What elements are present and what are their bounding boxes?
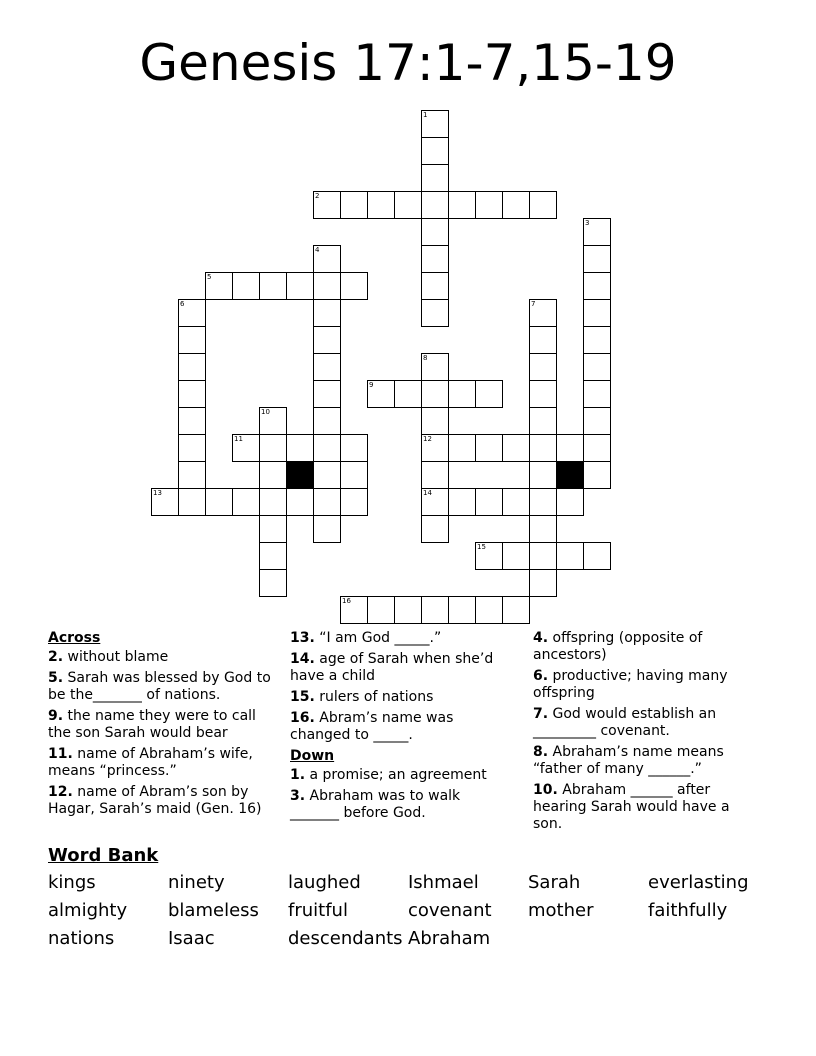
grid-cell[interactable] (259, 272, 287, 300)
word-bank-item: everlasting (648, 872, 749, 893)
grid-cell[interactable] (367, 596, 395, 624)
grid-cell[interactable] (313, 407, 341, 435)
clue-number: 5 (207, 273, 212, 281)
clue-number: 2 (315, 192, 320, 200)
grid-cell[interactable] (448, 596, 476, 624)
clue-across-11: 11. name of Abraham’s wife, means “princess.” (48, 746, 253, 779)
clue-across-14: 14. age of Sarah when she’d have a child (290, 651, 494, 684)
clue-number: 1 (423, 111, 428, 119)
grid-cell[interactable] (529, 488, 557, 516)
clue-number: 8 (423, 354, 428, 362)
grid-cell[interactable] (394, 191, 422, 219)
grid-cell[interactable] (475, 434, 503, 462)
grid-cell[interactable] (205, 488, 233, 516)
grid-cell[interactable] (583, 542, 611, 570)
grid-cell[interactable] (529, 542, 557, 570)
grid-cell[interactable] (367, 380, 395, 408)
grid-cell[interactable] (529, 407, 557, 435)
grid-cell[interactable] (448, 488, 476, 516)
grid-cell[interactable] (151, 488, 179, 516)
grid-cell[interactable] (205, 272, 233, 300)
grid-cell[interactable] (286, 272, 314, 300)
clue-number: 10 (261, 408, 270, 416)
word-bank-item: descendants (288, 928, 403, 949)
grid-cell[interactable] (178, 461, 206, 489)
grid-cell[interactable] (232, 488, 260, 516)
grid-cell[interactable] (502, 191, 530, 219)
grid-cell[interactable] (313, 272, 341, 300)
word-bank-item: kings (48, 872, 96, 893)
grid-cell[interactable] (448, 191, 476, 219)
grid-cell[interactable] (421, 272, 449, 300)
grid-cell[interactable] (529, 434, 557, 462)
grid-cell[interactable] (583, 380, 611, 408)
grid-cell[interactable] (313, 326, 341, 354)
grid-cell[interactable] (583, 299, 611, 327)
grid-cell[interactable] (556, 488, 584, 516)
clue-number: 7 (531, 300, 536, 308)
clue-number: 16 (342, 597, 351, 605)
grid-cell[interactable] (421, 191, 449, 219)
word-bank-item: nations (48, 928, 115, 949)
clue-number: 9 (369, 381, 374, 389)
grid-cell[interactable] (259, 569, 287, 597)
grid-cell[interactable] (178, 299, 206, 327)
grid-cell[interactable] (421, 596, 449, 624)
grid-cell[interactable] (421, 218, 449, 246)
grid-cell[interactable] (529, 191, 557, 219)
grid-cell[interactable] (475, 596, 503, 624)
clue-number: 14 (423, 489, 432, 497)
word-bank-item: faithfully (648, 900, 728, 921)
grid-cell[interactable] (259, 461, 287, 489)
grid-cell[interactable] (583, 218, 611, 246)
grid-cell[interactable] (178, 407, 206, 435)
grid-cell[interactable] (313, 191, 341, 219)
word-bank-item: Isaac (168, 928, 215, 949)
across-heading: Across (48, 630, 101, 646)
word-bank-item: Abraham (408, 928, 491, 949)
word-bank-item: blameless (168, 900, 259, 921)
clue-across-16: 16. Abram’s name was changed to _____. (290, 710, 454, 743)
grid-cell[interactable] (583, 326, 611, 354)
grid-cell[interactable] (178, 353, 206, 381)
grid-cell[interactable] (259, 407, 287, 435)
grid-cell[interactable] (313, 515, 341, 543)
grid-cell[interactable] (340, 461, 368, 489)
grid-block (556, 461, 584, 489)
grid-cell[interactable] (529, 380, 557, 408)
grid-cell[interactable] (583, 461, 611, 489)
clue-down-3: 3. Abraham was to walk _______ before God. (290, 788, 461, 821)
grid-cell[interactable] (421, 380, 449, 408)
grid-cell[interactable] (232, 434, 260, 462)
word-bank-item: ninety (168, 872, 225, 893)
grid-cell[interactable] (178, 380, 206, 408)
grid-cell[interactable] (232, 272, 260, 300)
grid-cell[interactable] (313, 299, 341, 327)
word-bank-title: Word Bank (48, 845, 159, 866)
grid-cell[interactable] (421, 515, 449, 543)
clue-across-13: 13. “I am God _____.” (290, 630, 442, 646)
word-bank-item: fruitful (288, 900, 348, 921)
grid-cell[interactable] (529, 326, 557, 354)
grid-cell[interactable] (529, 299, 557, 327)
word-bank-item: Sarah (528, 872, 581, 893)
grid-cell[interactable] (286, 434, 314, 462)
grid-cell[interactable] (475, 380, 503, 408)
grid-cell[interactable] (421, 434, 449, 462)
grid-cell[interactable] (313, 245, 341, 273)
grid-cell[interactable] (529, 515, 557, 543)
grid-cell[interactable] (178, 488, 206, 516)
word-bank-item: covenant (408, 900, 492, 921)
grid-cell[interactable] (394, 380, 422, 408)
grid-cell[interactable] (421, 110, 449, 138)
grid-block (286, 461, 314, 489)
clue-across-9: 9. the name they were to call the son Sarah would bear (48, 708, 256, 741)
grid-cell[interactable] (421, 137, 449, 165)
grid-cell[interactable] (583, 272, 611, 300)
grid-cell[interactable] (340, 434, 368, 462)
grid-cell[interactable] (313, 488, 341, 516)
grid-cell[interactable] (259, 542, 287, 570)
clue-number: 13 (153, 489, 162, 497)
word-bank (48, 872, 808, 950)
clue-down-8: 8. Abraham’s name means “father of many ______.” (533, 744, 724, 777)
clue-number: 11 (234, 435, 243, 443)
grid-cell[interactable] (448, 434, 476, 462)
grid-cell[interactable] (313, 380, 341, 408)
grid-cell[interactable] (421, 299, 449, 327)
clue-across-15: 15. rulers of nations (290, 689, 434, 705)
clue-down-4: 4. offspring (opposite of ancestors) (533, 630, 703, 663)
grid-cell[interactable] (475, 191, 503, 219)
clue-down-1: 1. a promise; an agreement (290, 767, 487, 783)
grid-cell[interactable] (529, 353, 557, 381)
grid-cell[interactable] (583, 353, 611, 381)
grid-cell[interactable] (421, 461, 449, 489)
grid-cell[interactable] (502, 434, 530, 462)
grid-cell[interactable] (178, 434, 206, 462)
word-bank-item: Ishmael (408, 872, 479, 893)
grid-cell[interactable] (340, 596, 368, 624)
grid-cell[interactable] (259, 515, 287, 543)
grid-cell[interactable] (421, 353, 449, 381)
grid-cell[interactable] (556, 542, 584, 570)
word-bank-item: almighty (48, 900, 128, 921)
clue-across-2: 2. without blame (48, 649, 169, 665)
word-bank-item: laughed (288, 872, 361, 893)
grid-cell[interactable] (475, 542, 503, 570)
clue-number: 3 (585, 219, 590, 227)
grid-cell[interactable] (340, 191, 368, 219)
puzzle-title: Genesis 17:1-7,15-19 (139, 34, 677, 92)
grid-cell[interactable] (502, 542, 530, 570)
grid-cell[interactable] (313, 461, 341, 489)
word-bank-item: mother (528, 900, 594, 921)
clue-down-10: 10. Abraham ______ after hearing Sarah would have a son. (533, 782, 730, 832)
clue-down-6: 6. productive; having many offspring (533, 668, 728, 701)
grid-cell[interactable] (259, 488, 287, 516)
grid-cell[interactable] (367, 191, 395, 219)
grid-cell[interactable] (340, 488, 368, 516)
clues-column-2 (290, 630, 512, 826)
grid-cell[interactable] (583, 434, 611, 462)
grid-cell[interactable] (421, 407, 449, 435)
grid-cell[interactable] (583, 245, 611, 273)
grid-cell[interactable] (313, 434, 341, 462)
grid-cell[interactable] (421, 245, 449, 273)
down-heading: Down (290, 748, 335, 764)
clue-number: 15 (477, 543, 486, 551)
grid-cell[interactable] (313, 353, 341, 381)
grid-cell[interactable] (421, 164, 449, 192)
clue-across-12: 12. name of Abram’s son by Hagar, Sarah’s maid (Gen. 16) (48, 784, 262, 817)
grid-cell[interactable] (259, 434, 287, 462)
clues-column-3 (533, 630, 748, 837)
clue-down-7: 7. God would establish an _________ covenant. (533, 706, 717, 739)
grid-cell[interactable] (448, 380, 476, 408)
grid-cell[interactable] (502, 596, 530, 624)
grid-cell[interactable] (502, 488, 530, 516)
grid-cell[interactable] (178, 326, 206, 354)
grid-cell[interactable] (421, 488, 449, 516)
grid-cell[interactable] (394, 596, 422, 624)
grid-cell[interactable] (529, 569, 557, 597)
grid-cell[interactable] (529, 461, 557, 489)
clue-number: 4 (315, 246, 320, 254)
clue-across-5: 5. Sarah was blessed by God to be the_______ of nations. (48, 670, 271, 703)
grid-cell[interactable] (475, 488, 503, 516)
grid-cell[interactable] (286, 488, 314, 516)
clue-number: 6 (180, 300, 185, 308)
grid-cell[interactable] (340, 272, 368, 300)
clues-column-1 (48, 630, 276, 822)
clue-number: 12 (423, 435, 432, 443)
grid-cell[interactable] (583, 407, 611, 435)
grid-cell[interactable] (556, 434, 584, 462)
